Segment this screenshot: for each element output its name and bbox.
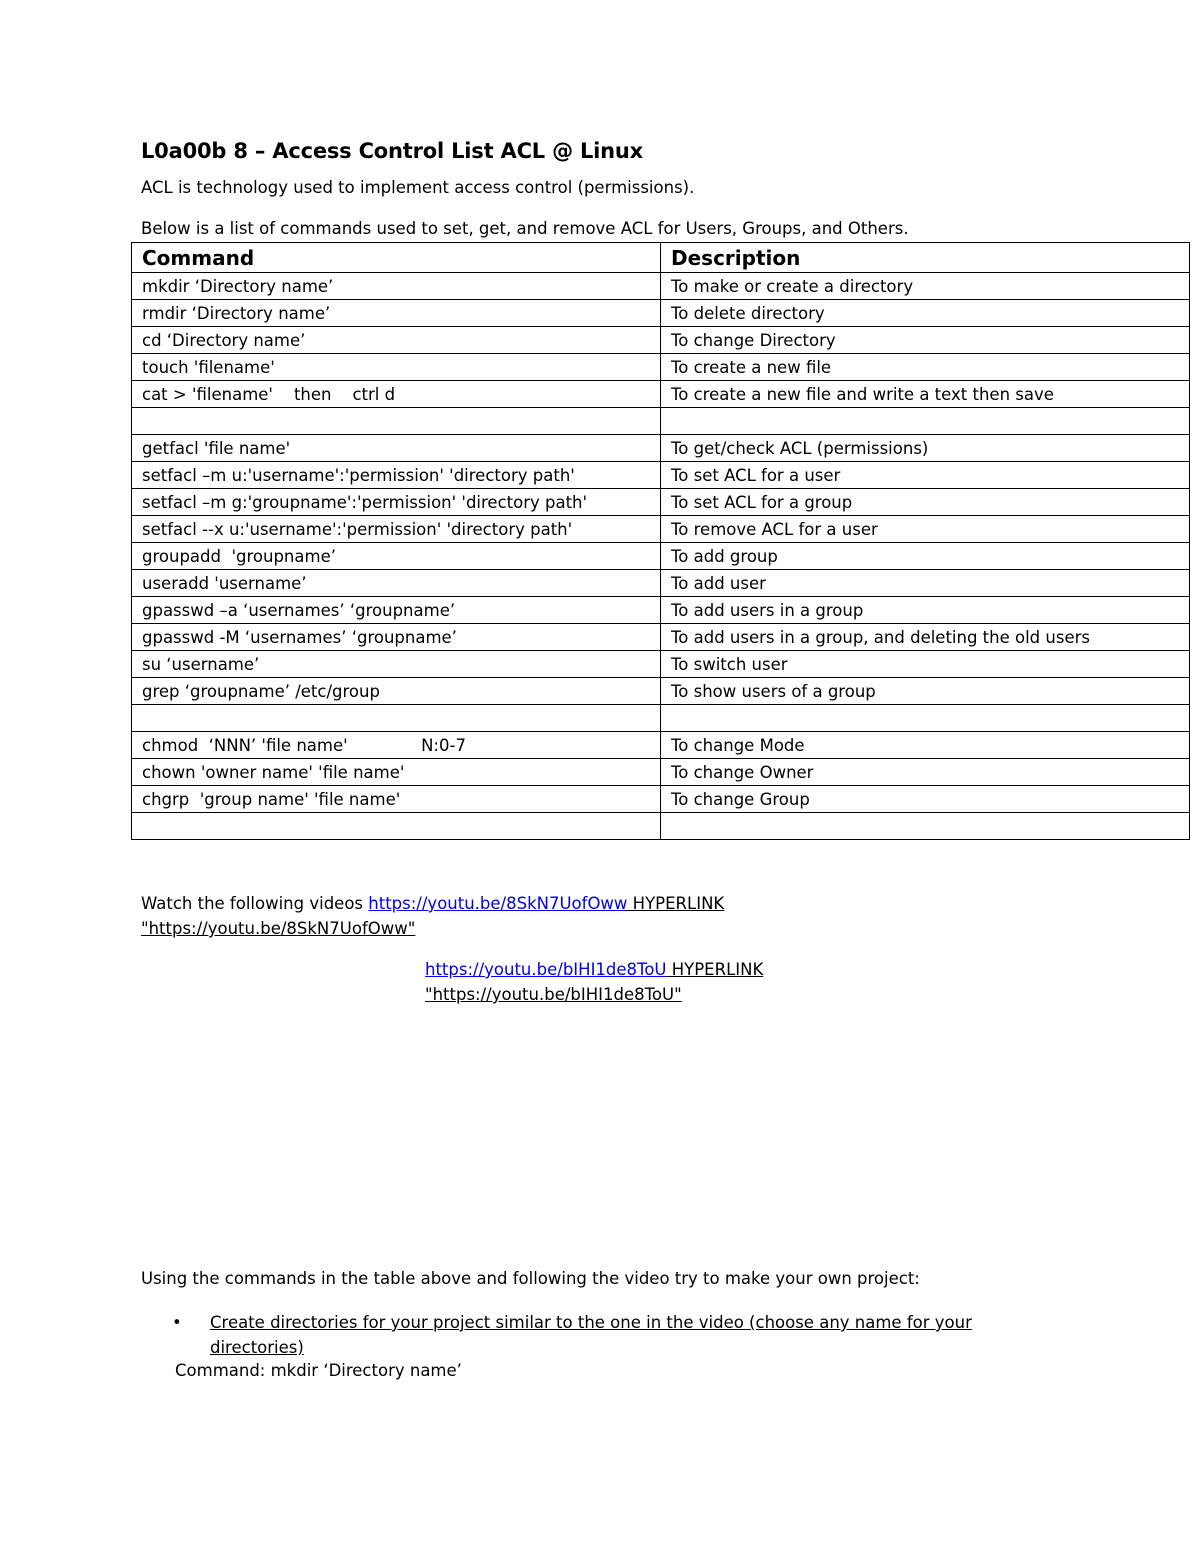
- command-cell: mkdir ‘Directory name’: [132, 273, 661, 300]
- command-cell: gpasswd -M ‘usernames’ ‘groupname’: [132, 624, 661, 651]
- table-row: [132, 408, 1190, 435]
- document-title: L0a00b 8 – Access Control List ACL @ Linux: [141, 139, 644, 163]
- table-row: [132, 381, 1190, 408]
- command-cell: rmdir ‘Directory name’: [132, 300, 661, 327]
- table-row: [132, 327, 1190, 354]
- table-row: [132, 597, 1190, 624]
- table-row: [132, 273, 1190, 300]
- command-cell: chmod ‘NNN’ 'file name' N:0-7: [132, 732, 661, 759]
- description-cell: To set ACL for a group: [661, 489, 1190, 516]
- table-row: [132, 732, 1190, 759]
- table-row: [132, 651, 1190, 678]
- table-row: [132, 543, 1190, 570]
- description-cell: To add group: [661, 543, 1190, 570]
- command-cell: [132, 408, 661, 435]
- table-row: [132, 759, 1190, 786]
- table-row: [132, 786, 1190, 813]
- project-intro: Using the commands in the table above and following the video try to make your own project:: [141, 1269, 920, 1288]
- project-command: Command: mkdir ‘Directory name’: [175, 1361, 462, 1380]
- command-cell: useradd 'username’: [132, 570, 661, 597]
- command-cell: setfacl --x u:'username':'permission' 'directory path': [132, 516, 661, 543]
- table-row: [132, 678, 1190, 705]
- description-cell: To create a new file: [661, 354, 1190, 381]
- command-cell: setfacl –m g:'groupname':'permission' 'directory path': [132, 489, 661, 516]
- description-cell: To add users in a group: [661, 597, 1190, 624]
- command-cell: [132, 813, 661, 840]
- table-header-row: [132, 243, 1190, 273]
- header-description: Description: [661, 243, 1190, 273]
- description-cell: [661, 813, 1190, 840]
- description-cell: To make or create a directory: [661, 273, 1190, 300]
- command-cell: groupadd 'groupname’: [132, 543, 661, 570]
- table-intro-paragraph: Below is a list of commands used to set, get, and remove ACL for Users, Groups, and Others.: [141, 219, 909, 238]
- description-cell: To delete directory: [661, 300, 1190, 327]
- table-row: [132, 813, 1190, 840]
- project-bullet-text: Create directories for your project similar to the one in the video (choose any name for your directories): [210, 1313, 972, 1357]
- table-row: [132, 516, 1190, 543]
- table-row: [132, 624, 1190, 651]
- description-cell: To set ACL for a user: [661, 462, 1190, 489]
- video-link-2-field-code: HYPERLINK: [666, 960, 764, 979]
- table-row: [132, 705, 1190, 732]
- command-cell: setfacl –m u:'username':'permission' 'directory path': [132, 462, 661, 489]
- video-link-1[interactable]: https://youtu.be/8SkN7UofOww: [368, 894, 628, 913]
- command-cell: chown 'owner name' 'file name': [132, 759, 661, 786]
- videos-prefix: Watch the following videos: [141, 894, 369, 913]
- table-row: [132, 570, 1190, 597]
- table-row: [132, 354, 1190, 381]
- description-cell: To get/check ACL (permissions): [661, 435, 1190, 462]
- table-body: [132, 273, 1190, 840]
- table-row: [132, 489, 1190, 516]
- description-cell: To switch user: [661, 651, 1190, 678]
- description-cell: To remove ACL for a user: [661, 516, 1190, 543]
- description-cell: To show users of a group: [661, 678, 1190, 705]
- command-cell: cd ‘Directory name’: [132, 327, 661, 354]
- description-cell: To change Group: [661, 786, 1190, 813]
- description-cell: [661, 408, 1190, 435]
- command-cell: su ‘username’: [132, 651, 661, 678]
- command-cell: touch 'filename': [132, 354, 661, 381]
- commands-table: [131, 242, 1190, 840]
- command-cell: gpasswd –a ‘usernames’ ‘groupname’: [132, 597, 661, 624]
- header-command: Command: [132, 243, 661, 273]
- command-cell: chgrp 'group name' 'file name': [132, 786, 661, 813]
- table-row: [132, 300, 1190, 327]
- description-cell: To change Directory: [661, 327, 1190, 354]
- video-link-1-field-code: HYPERLINK: [627, 894, 725, 913]
- video-link-1-quoted: "https://youtu.be/8SkN7UofOww": [141, 919, 416, 938]
- videos-paragraph-2: [425, 957, 925, 1007]
- command-cell: cat > 'filename' then ctrl d: [132, 381, 661, 408]
- command-cell: [132, 705, 661, 732]
- description-cell: To create a new file and write a text then save: [661, 381, 1190, 408]
- command-cell: grep ‘groupname’ /etc/group: [132, 678, 661, 705]
- command-cell: getfacl 'file name': [132, 435, 661, 462]
- description-cell: [661, 705, 1190, 732]
- description-cell: To add user: [661, 570, 1190, 597]
- description-cell: To add users in a group, and deleting the old users: [661, 624, 1190, 651]
- table-row: [132, 435, 1190, 462]
- video-link-2[interactable]: https://youtu.be/bIHI1de8ToU: [425, 960, 667, 979]
- table-row: [132, 462, 1190, 489]
- video-link-2-quoted: "https://youtu.be/bIHI1de8ToU": [425, 985, 682, 1004]
- bullet-icon: •: [172, 1313, 182, 1332]
- description-cell: To change Owner: [661, 759, 1190, 786]
- videos-paragraph: [141, 891, 841, 941]
- description-cell: To change Mode: [661, 732, 1190, 759]
- intro-paragraph: ACL is technology used to implement access control (permissions).: [141, 178, 695, 197]
